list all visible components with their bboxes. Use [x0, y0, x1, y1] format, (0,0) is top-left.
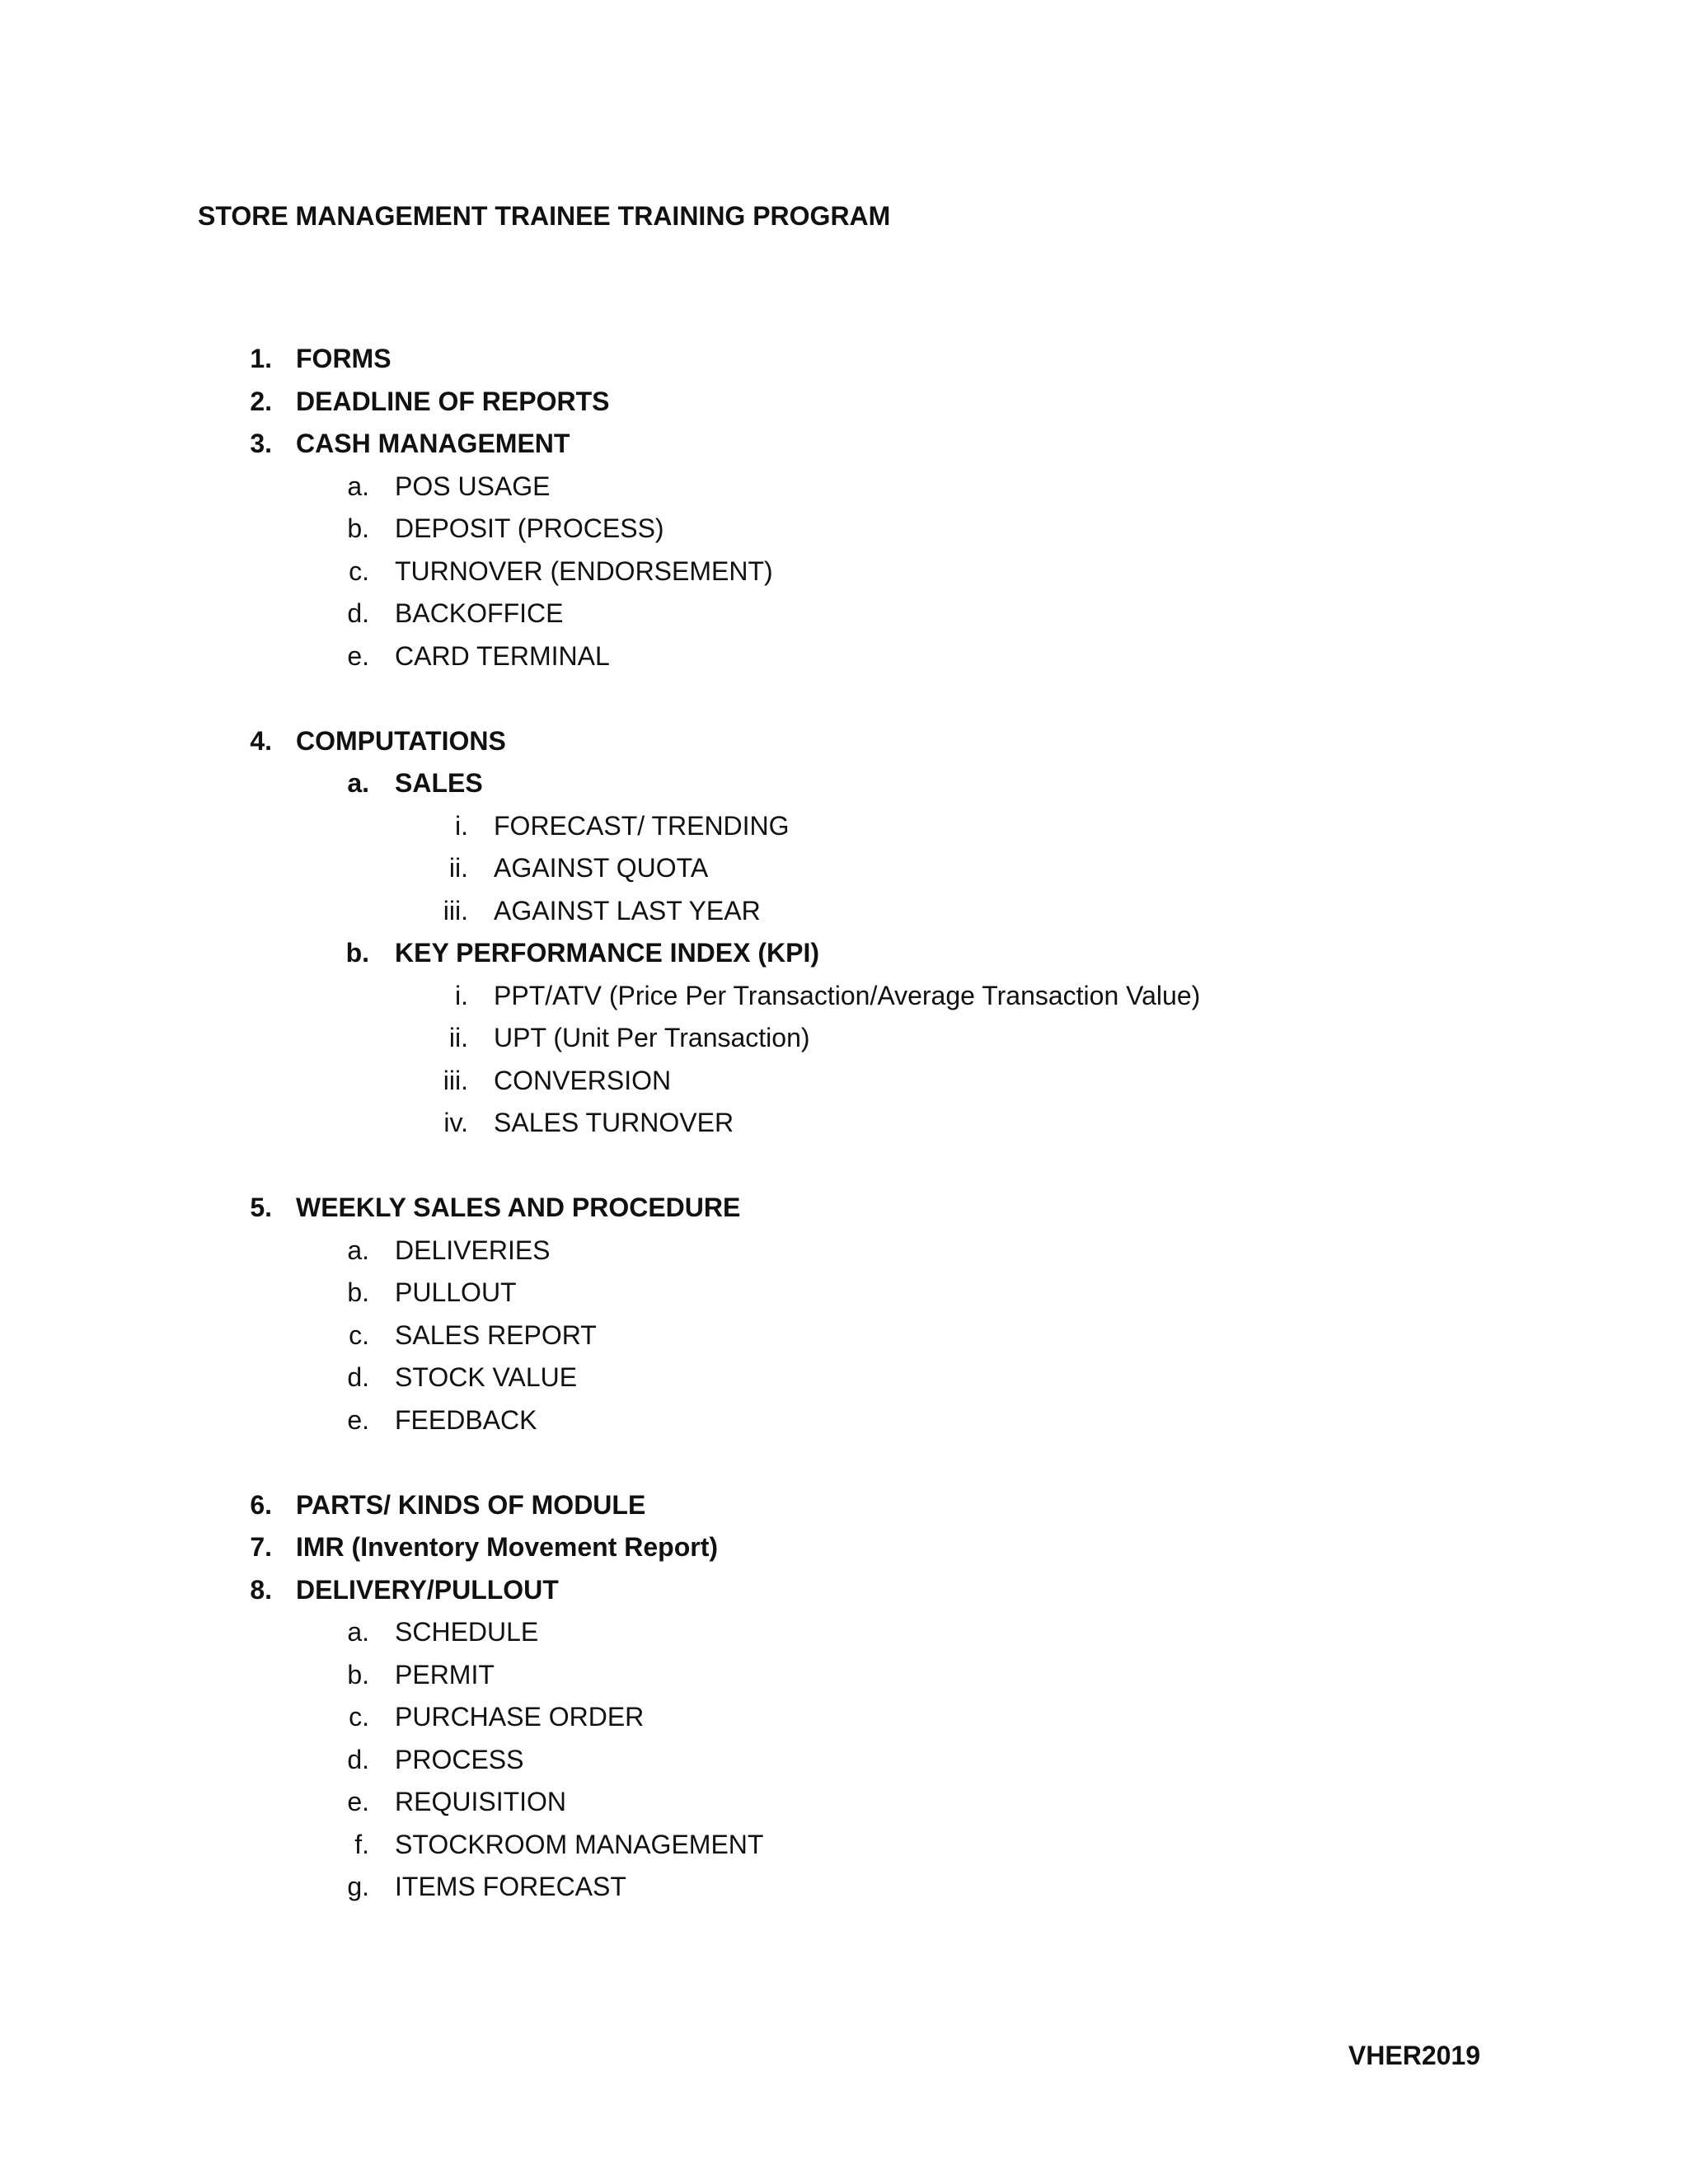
- outline-subitem-schedule: [0, 1611, 1688, 1654]
- outline-marker: a.: [347, 768, 369, 798]
- outline-subitem-pullout: [0, 1272, 1688, 1315]
- outline-marker: 8.: [250, 1574, 272, 1605]
- outline-marker: e.: [347, 640, 369, 671]
- outline-marker: iv.: [443, 1108, 468, 1137]
- outline-item-delivery-pullout: [0, 1569, 1688, 1612]
- outline-subitem-items-forecast: [0, 1866, 1688, 1909]
- outline-marker: f.: [354, 1829, 369, 1859]
- outline-item-deadline-of-reports: [0, 381, 1688, 424]
- outline-label: DEPOSIT (PROCESS): [395, 513, 664, 543]
- outline-subitem-process: [0, 1739, 1688, 1782]
- section-spacer: [0, 677, 1688, 720]
- outline-subsubitem-against-last-year: [0, 890, 1688, 933]
- outline-marker: b.: [347, 1659, 369, 1690]
- outline-marker: 7.: [250, 1532, 272, 1562]
- outline-label: TURNOVER (ENDORSEMENT): [395, 555, 773, 586]
- outline-label: AGAINST QUOTA: [494, 853, 709, 883]
- outline-item-weekly-sales: [0, 1187, 1688, 1230]
- outline-label: PERMIT: [395, 1659, 495, 1690]
- outline-marker: ii.: [448, 853, 468, 883]
- outline-subitem-feedback: [0, 1399, 1688, 1442]
- outline-subitem-permit: [0, 1654, 1688, 1697]
- outline-label: FORMS: [296, 344, 392, 373]
- outline-subsubitem-ppt-atv: [0, 975, 1688, 1018]
- outline-marker: iii.: [443, 895, 468, 926]
- outline-label: SALES: [395, 768, 483, 798]
- outline-label: PROCESS: [395, 1744, 524, 1774]
- outline-subitem-stockroom-management: [0, 1824, 1688, 1867]
- outline-subitem-deposit: [0, 508, 1688, 551]
- outline-label: CASH MANAGEMENT: [296, 429, 570, 458]
- outline-label: PULLOUT: [395, 1277, 517, 1307]
- document-title: STORE MANAGEMENT TRAINEE TRAINING PROGRAM: [198, 201, 891, 231]
- outline-item-parts-kinds-of-module: [0, 1484, 1688, 1527]
- outline-label: REQUISITION: [395, 1787, 567, 1816]
- outline-marker: 2.: [250, 386, 272, 416]
- outline-marker: e.: [347, 1787, 369, 1816]
- outline-marker: b.: [345, 938, 369, 968]
- outline-label: FEEDBACK: [395, 1404, 537, 1435]
- training-outline: [0, 338, 1688, 1909]
- outline-marker: 6.: [250, 1489, 272, 1520]
- outline-label: SALES TURNOVER: [494, 1108, 734, 1137]
- outline-label: DEADLINE OF REPORTS: [296, 386, 610, 416]
- outline-label: POS USAGE: [395, 471, 551, 501]
- outline-label: ITEMS FORECAST: [395, 1872, 626, 1901]
- outline-marker: 1.: [250, 344, 272, 373]
- outline-label: CARD TERMINAL: [395, 640, 610, 671]
- outline-marker: 3.: [250, 429, 272, 458]
- outline-subitem-sales-report: [0, 1315, 1688, 1357]
- outline-marker: d.: [347, 1744, 369, 1774]
- outline-subitem-purchase-order: [0, 1696, 1688, 1739]
- outline-subitem-pos-usage: [0, 466, 1688, 509]
- outline-marker: iii.: [443, 1065, 468, 1095]
- outline-item-imr: [0, 1526, 1688, 1569]
- outline-item-forms: [0, 338, 1688, 381]
- outline-label: IMR (Inventory Movement Report): [296, 1532, 719, 1562]
- outline-label: KEY PERFORMANCE INDEX (KPI): [395, 938, 820, 968]
- outline-marker: b.: [347, 1277, 369, 1307]
- outline-marker: b.: [347, 513, 369, 543]
- outline-label: SALES REPORT: [395, 1319, 597, 1350]
- outline-marker: a.: [347, 471, 369, 501]
- outline-marker: i.: [455, 980, 468, 1010]
- outline-marker: 4.: [250, 725, 272, 756]
- outline-label: AGAINST LAST YEAR: [494, 895, 761, 926]
- outline-label: DELIVERIES: [395, 1235, 551, 1265]
- outline-label: SCHEDULE: [395, 1617, 539, 1647]
- outline-item-computations: [0, 720, 1688, 763]
- outline-subitem-backoffice: [0, 593, 1688, 635]
- outline-subitem-turnover: [0, 551, 1688, 593]
- outline-marker: d.: [347, 1362, 369, 1392]
- outline-marker: i.: [455, 810, 468, 841]
- outline-marker: c.: [349, 555, 369, 586]
- section-spacer: [0, 1441, 1688, 1484]
- outline-subsubitem-conversion: [0, 1060, 1688, 1103]
- outline-label: COMPUTATIONS: [296, 725, 506, 756]
- outline-subitem-stock-value: [0, 1357, 1688, 1399]
- outline-label: FORECAST/ TRENDING: [494, 810, 790, 841]
- outline-marker: a.: [347, 1235, 369, 1265]
- outline-marker: c.: [349, 1319, 369, 1350]
- outline-subsubitem-against-quota: [0, 847, 1688, 890]
- outline-subitem-requisition: [0, 1781, 1688, 1824]
- outline-label: PURCHASE ORDER: [395, 1702, 645, 1732]
- outline-label: CONVERSION: [494, 1065, 672, 1095]
- outline-subitem-deliveries: [0, 1230, 1688, 1272]
- outline-label: STOCKROOM MANAGEMENT: [395, 1829, 764, 1859]
- outline-subitem-card-terminal: [0, 635, 1688, 678]
- outline-label: BACKOFFICE: [395, 598, 564, 628]
- document-footer-code: VHER2019: [1348, 2041, 1480, 2070]
- section-spacer: [0, 1145, 1688, 1188]
- outline-subsubitem-sales-turnover: [0, 1102, 1688, 1145]
- outline-item-cash-management: [0, 423, 1688, 466]
- outline-label: UPT (Unit Per Transaction): [494, 1023, 810, 1052]
- outline-marker: 5.: [250, 1193, 272, 1222]
- outline-label: PARTS/ KINDS OF MODULE: [296, 1489, 646, 1520]
- outline-marker: e.: [347, 1404, 369, 1435]
- outline-subitem-kpi: [0, 932, 1688, 975]
- outline-marker: a.: [347, 1617, 369, 1647]
- outline-marker: c.: [349, 1702, 369, 1732]
- outline-marker: g.: [347, 1872, 369, 1901]
- outline-label: STOCK VALUE: [395, 1362, 578, 1392]
- outline-subsubitem-forecast-trending: [0, 805, 1688, 848]
- outline-subsubitem-upt: [0, 1017, 1688, 1060]
- outline-label: WEEKLY SALES AND PROCEDURE: [296, 1193, 741, 1222]
- outline-marker: ii.: [448, 1023, 468, 1052]
- outline-marker: d.: [347, 598, 369, 628]
- outline-label: PPT/ATV (Price Per Transaction/Average Transaction Value): [494, 980, 1201, 1010]
- outline-label: DELIVERY/PULLOUT: [296, 1574, 559, 1605]
- outline-subitem-sales: [0, 762, 1688, 805]
